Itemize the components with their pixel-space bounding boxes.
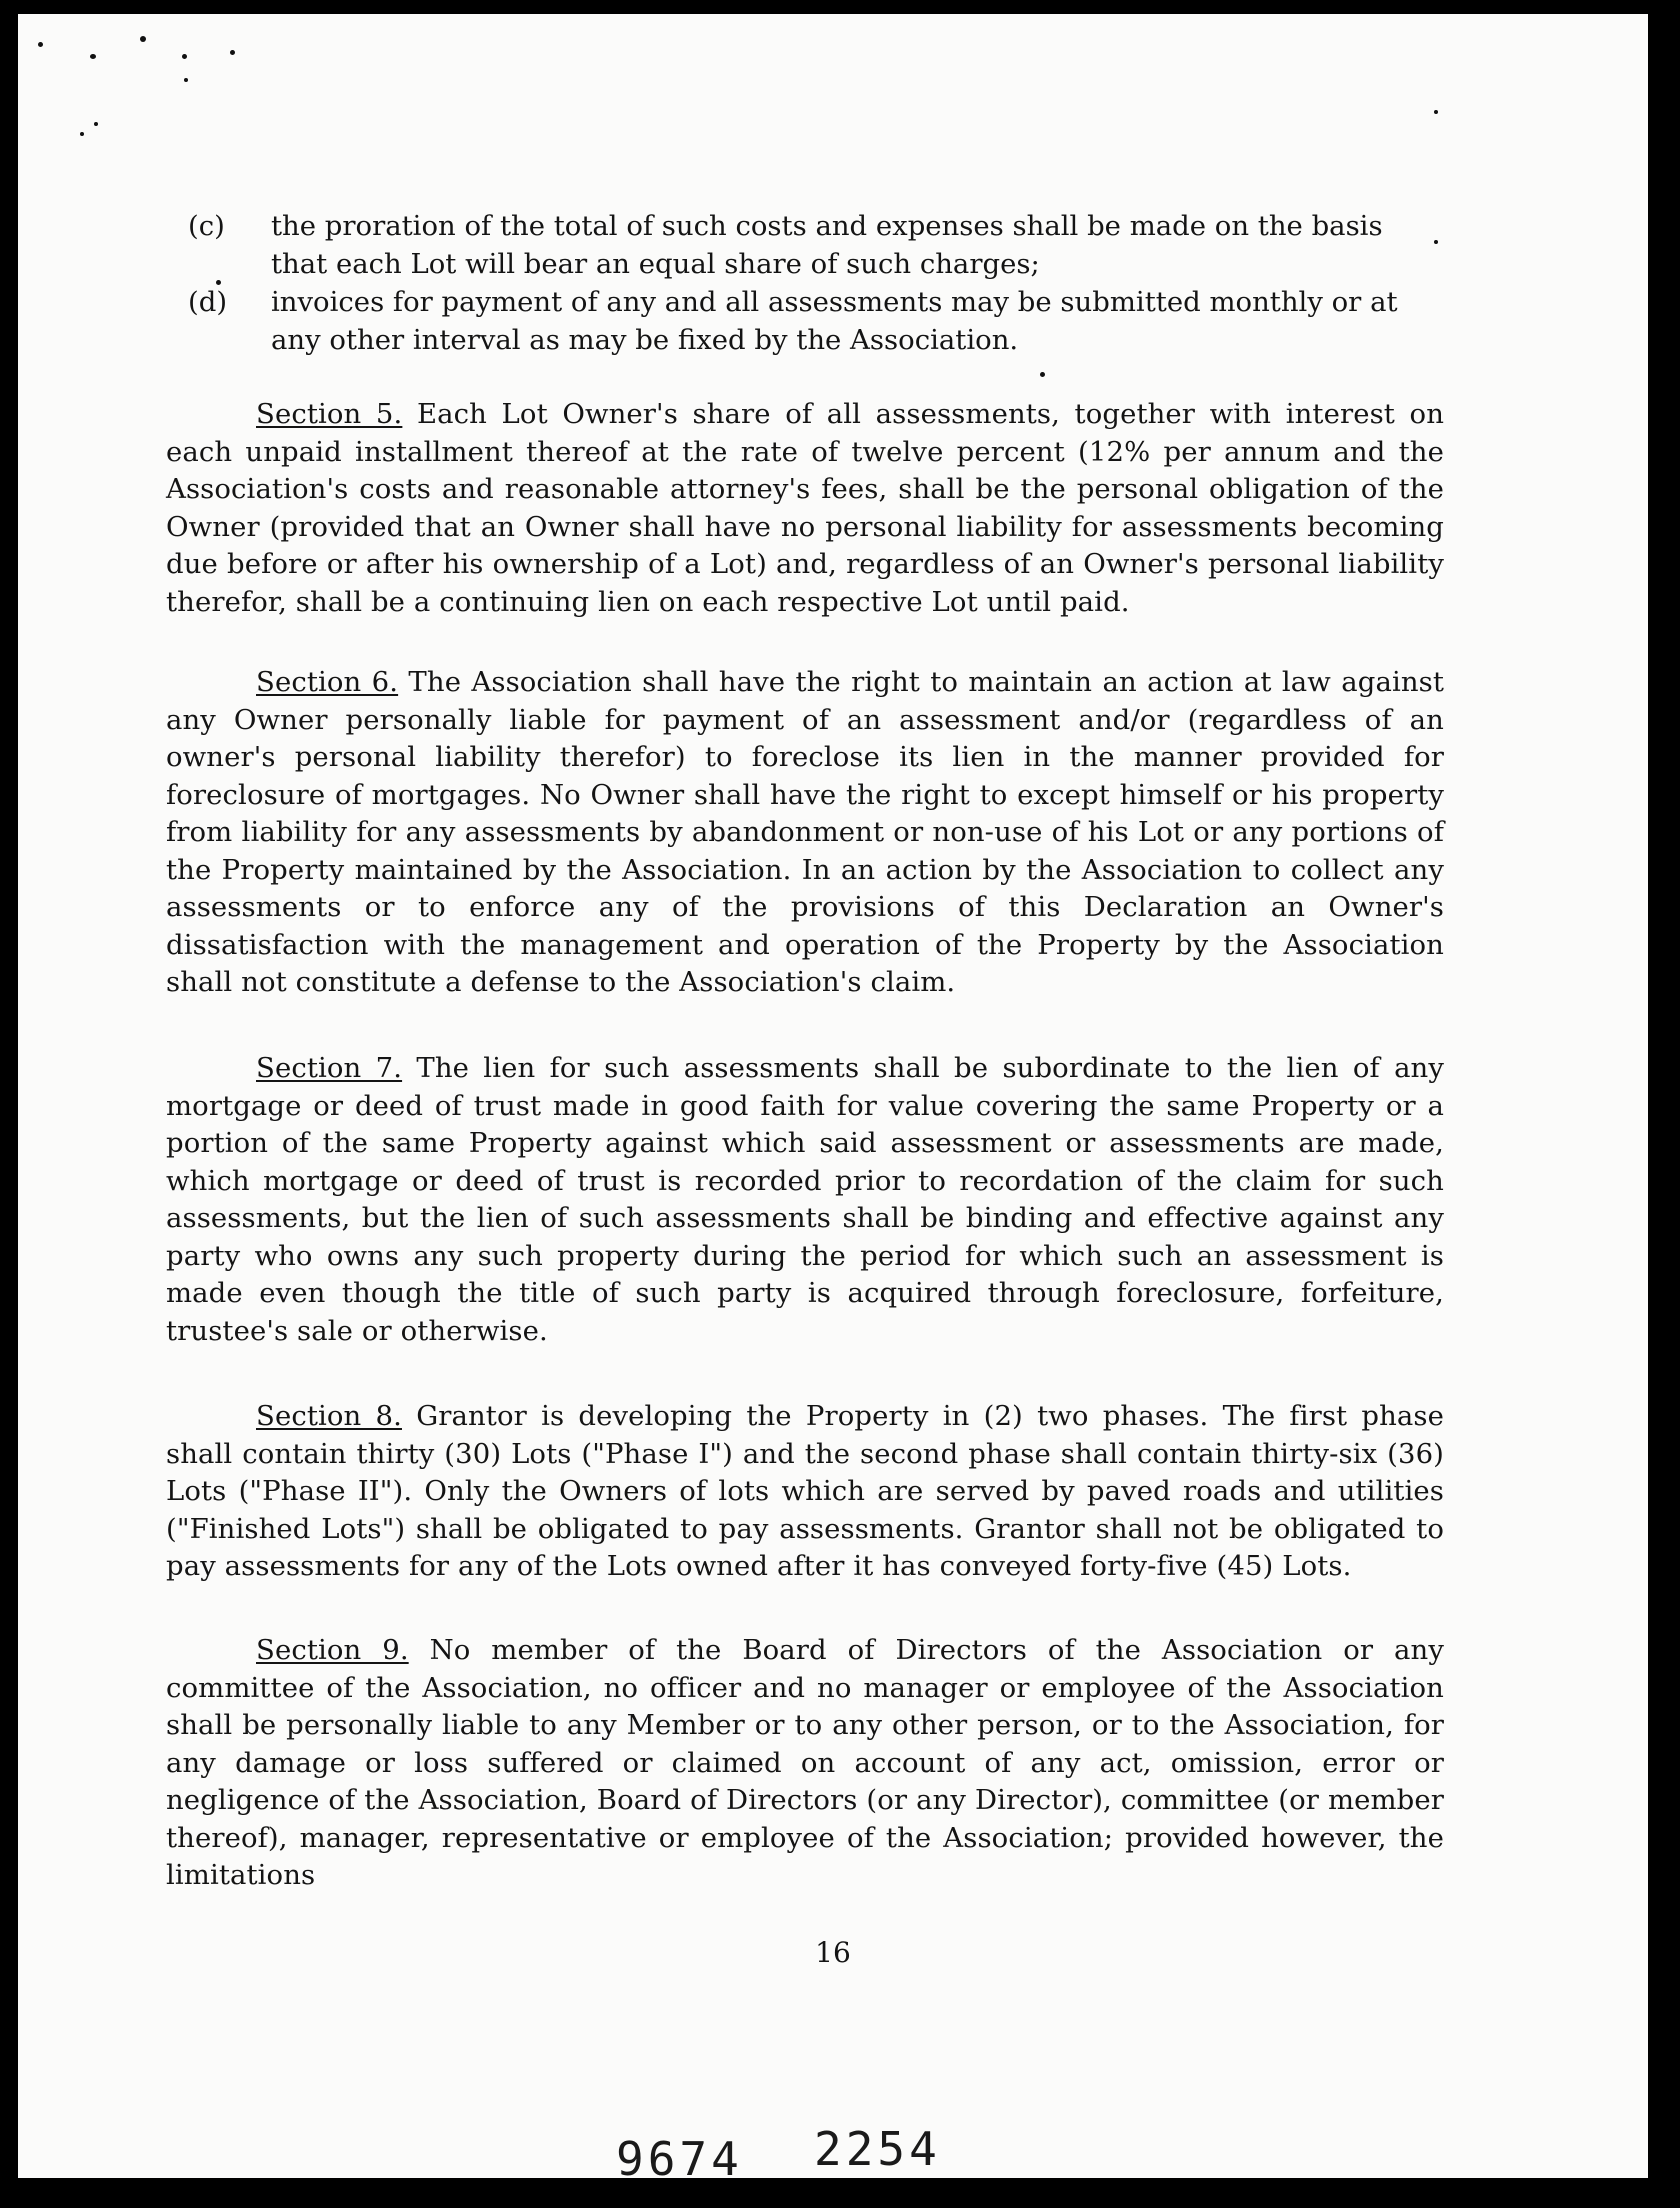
scan-speck (1434, 110, 1438, 114)
scan-speck (184, 78, 188, 82)
section-7 (166, 1050, 1444, 1350)
section-label: Section 6. (256, 666, 399, 698)
section-9 (166, 1632, 1444, 1895)
scan-speck (94, 122, 98, 126)
section-5 (166, 396, 1444, 621)
list-item-text: the proration of the total of such costs and expenses shall be made on the basis that each Lot will bear an equal share of such charges; (271, 210, 1383, 280)
page-number: 16 (815, 1936, 851, 1969)
scan-speck (80, 132, 84, 136)
scan-speck (38, 42, 43, 47)
section-body: Grantor is developing the Property in (2) two phases. The first phase shall contain thirty (30) Lots ("Phase I") and the second phase shall contain thirty-six (36) Lots ("Phase II"). Only the Owners of lots which are served by paved roads and utilities ("Finished Lots") shall be obligated to pay assessments. Grantor shall not be obligated to pay assessments for any of the Lots owned after it has conveyed forty-five (45) Lots. (166, 1400, 1445, 1582)
section-body: No member of the Board of Directors of the Association or any committee of the Association, no officer and no manager or employee of the Association shall be personally liable to any Member or to any other person, or to the Association, for any damage or loss suffered or claimed on account of any act, omission, error or negligence of the Association, Board of Directors (or any Director), committee (or member thereof), manager, representative or employee of the Association; provided however, the limitations (166, 1634, 1444, 1891)
stamp-number-right: 2254 (814, 2122, 941, 2176)
list-marker: (c) (188, 210, 225, 242)
list-marker: (d) (188, 286, 228, 318)
section-8 (166, 1398, 1444, 1586)
list-item-c (188, 208, 1441, 283)
scan-speck (90, 54, 96, 59)
section-body: The lien for such assessments shall be subordinate to the lien of any mortgage or deed of trust made in good faith for value covering the same Property or a portion of the same Property against which said assessment or assessments are made, which mortgage or deed of trust is recorded prior to recordation of the claim for such assessments, but the lien of such assessments shall be binding and effective against any party who owns any such property during the period for which such an assessment is made even though the title of such party is acquired through foreclosure, forfeiture, trustee's sale or otherwise. (166, 1052, 1445, 1347)
section-body: Each Lot Owner's share of all assessments, together with interest on each unpaid installment thereof at the rate of twelve percent (12% per annum and the Association's costs and reasonable attorney's fees, shall be the personal obligation of the Owner (provided that an Owner shall have no personal liability for assessments becoming due before or after his ownership of a Lot) and, regardless of an Owner's personal liability therefor, shall be a continuing lien on each respective Lot until paid. (166, 398, 1444, 618)
section-label: Section 9. (256, 1634, 409, 1666)
scan-speck (1040, 372, 1045, 377)
list-item-d (188, 284, 1441, 359)
stamp-number-left: 9674 (616, 2132, 743, 2178)
scan-speck (182, 54, 187, 59)
section-label: Section 7. (256, 1052, 403, 1084)
list-item-text: invoices for payment of any and all assessments may be submitted monthly or at any other interval as may be fixed by the Association. (271, 286, 1398, 356)
section-6 (166, 664, 1444, 1002)
scan-speck (230, 50, 235, 55)
scan-speck (140, 36, 146, 42)
section-label: Section 8. (256, 1400, 402, 1432)
document-page (18, 14, 1648, 2178)
section-body: The Association shall have the right to maintain an action at law against any Owner personally liable for payment of an assessment and/or (regardless of an owner's personal liability therefor) to foreclose its lien in the manner provided for foreclosure of mortgages. No Owner shall have the right to except himself or his property from liability for any assessments by abandonment or non-use of his Lot or any portions of the Property maintained by the Association. In an action by the Association to collect any assessments or to enforce any of the provisions of this Declaration an Owner's dissatisfaction with the management and operation of the Property by the Association shall not constitute a defense to the Association's claim. (166, 666, 1445, 998)
section-label: Section 5. (256, 398, 403, 430)
